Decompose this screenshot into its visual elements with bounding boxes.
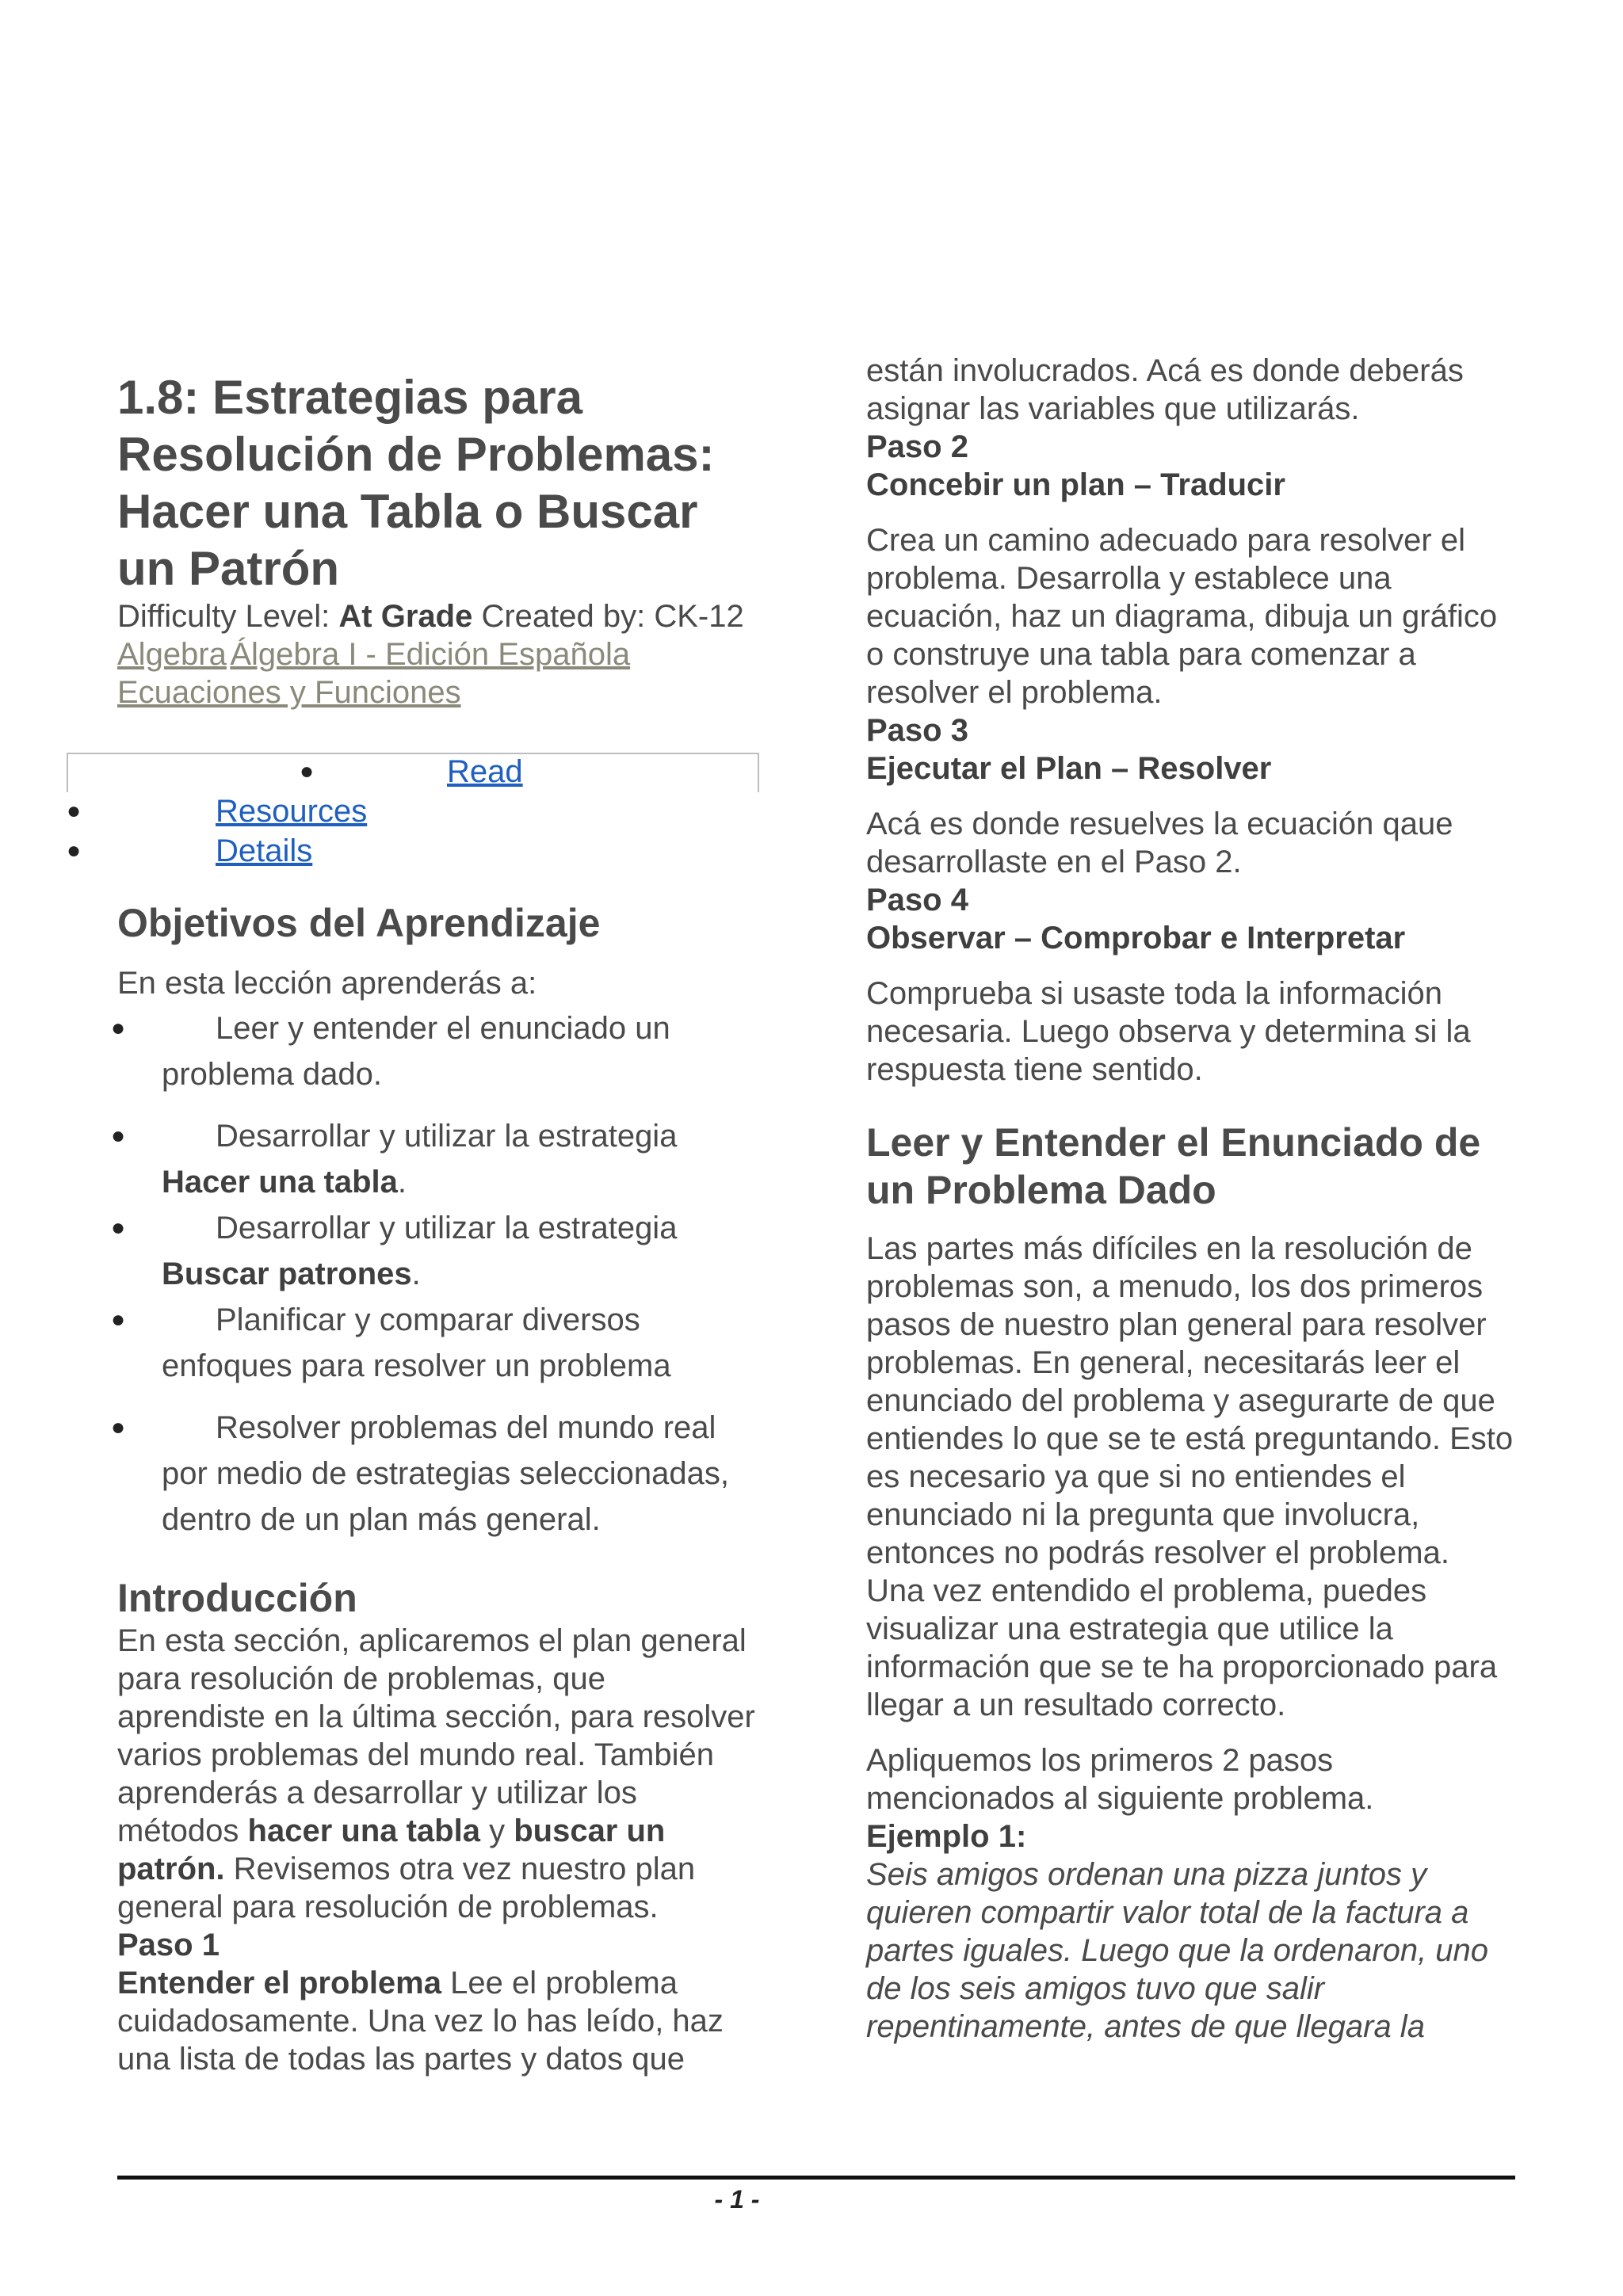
example-label: Ejemplo 1: — [866, 1819, 1027, 1854]
bullet-icon: ● — [300, 758, 315, 784]
step4-paragraph: Comprueba si usaste toda la información necesaria. Luego observa y determina si la respuesta tiene sentido. — [866, 976, 1471, 1087]
step2-paragraph: Crea un camino adecuado para resolver el problema. Desarrolla y establece una ecuación, haz un diagrama, dibuja un gráfico o construye una tabla para comenzar a resolver el problema. — [866, 523, 1498, 710]
bullet-icon: ● — [67, 837, 82, 864]
list-item: ● Desarrollar y utilizar la estrategia Buscar patrones. — [117, 1205, 759, 1297]
step3-paragraph: Acá es donde resuelves la ecuación qaue desarrollaste en el Paso 2. — [866, 807, 1453, 879]
difficulty-value: At Grade — [338, 599, 473, 634]
bullet-icon: ● — [111, 1015, 126, 1041]
page-number: - 1 - — [714, 2185, 760, 2214]
section2-paragraph-2: Apliquemos los primeros 2 pasos mencionados al siguiente problema. — [866, 1743, 1374, 1816]
list-item: ● Leer y entender el enunciado un problema dado. — [117, 1005, 759, 1097]
step4-title: Observar – Comprobar e Interpretar — [866, 921, 1406, 955]
bullet-icon: ● — [111, 1215, 126, 1241]
left-column — [117, 349, 759, 711]
list-item: ● Planificar y comparar diversos enfoques para resolver un problema — [117, 1297, 759, 1389]
right-column — [866, 352, 1516, 2046]
step3-title: Ejecutar el Plan – Resolver — [866, 751, 1272, 786]
step3-label: Paso 3 — [866, 713, 968, 748]
intro-heading: Introducción — [117, 1576, 357, 1620]
step1-paragraph: Entender el problema Lee el problema cuidadosamente. Una vez lo has leído, haz una lista de todas las partes y datos que — [117, 1966, 724, 2077]
bullet-icon: ● — [67, 798, 82, 824]
example-text: Seis amigos ordenan una pizza juntos y quieren compartir valor total de la factura a partes iguales. Luego que la ordenaron, uno de los seis amigos tuvo que salir repentinamente, antes de que llegara la — [866, 1857, 1489, 2044]
created-by: Created by: CK-12 — [481, 599, 744, 634]
step2-title: Concebir un plan – Traducir — [866, 467, 1285, 502]
step2-label: Paso 2 — [866, 429, 968, 464]
tab-resources[interactable] — [67, 792, 367, 830]
tab-resources-link[interactable]: Resources — [216, 794, 368, 829]
list-item: ● Desarrollar y utilizar la estrategia Hacer una tabla. — [117, 1113, 759, 1205]
intro-paragraph: En esta sección, aplicaremos el plan general para resolución de problemas, que aprendiste en la última sección, para resolver varios problemas del mundo real. También aprenderás a desarrollar y utilizar los métodos hacer una tabla y buscar un patrón. Revisemos otra vez nuestro plan general para resolución de problemas. — [117, 1623, 755, 1924]
tab-details-link[interactable]: Details — [216, 833, 313, 868]
link-algebra[interactable]: Algebra — [117, 637, 227, 672]
step4-label: Paso 4 — [866, 883, 968, 917]
step1-label: Paso 1 — [117, 1928, 220, 1962]
page-title: 1.8: Estrategias para Resolución de Problemas: Hacer una Tabla o Buscar un Patrón — [117, 371, 715, 595]
bullet-icon: ● — [111, 1306, 126, 1333]
tab-details[interactable] — [67, 832, 312, 870]
link-algebra-i[interactable]: Álgebra I - Edición Española — [230, 637, 631, 672]
difficulty-line — [117, 597, 759, 635]
objectives-intro: En esta lección aprenderás a: — [117, 966, 537, 1001]
section2-heading: Leer y Entender el Enunciado de un Problema Dado — [866, 1120, 1481, 1212]
objectives-heading: Objetivos del Aprendizaje — [117, 901, 601, 945]
objectives-list — [111, 1005, 759, 1543]
step1-continuation: están involucrados. Acá es donde deberás asignar las variables que utilizarás. — [866, 353, 1464, 426]
breadcrumb-links — [117, 635, 759, 711]
list-item: ● Resolver problemas del mundo real por medio de estrategias seleccionadas, dentro de un plan más general. — [117, 1405, 759, 1543]
bullet-icon: ● — [111, 1123, 126, 1149]
difficulty-label: Difficulty Level: — [117, 599, 330, 634]
left-column-body — [111, 899, 759, 2078]
bullet-icon: ● — [111, 1414, 126, 1440]
link-ecuaciones[interactable]: Ecuaciones y Funciones — [117, 675, 461, 710]
section2-paragraph: Las partes más difíciles en la resolución de problemas son, a menudo, los dos primeros pasos de nuestro plan general para resolver problemas. En general, necesitarás leer el enunciado del problema y asegurarte de que entiendes lo que se te está preguntando. Esto es necesario ya que si no entiendes el enunciado ni la pregunta que involucra, entonces no podrás resolver el problema. Una vez entendido el problema, puedes visualizar una estrategia que utilice la información que se te ha proporcionado para llegar a un resultado correcto. — [866, 1231, 1514, 1722]
tab-read[interactable] — [300, 753, 523, 791]
footer-divider — [117, 2176, 1515, 2180]
tab-read-link[interactable]: Read — [447, 754, 523, 789]
